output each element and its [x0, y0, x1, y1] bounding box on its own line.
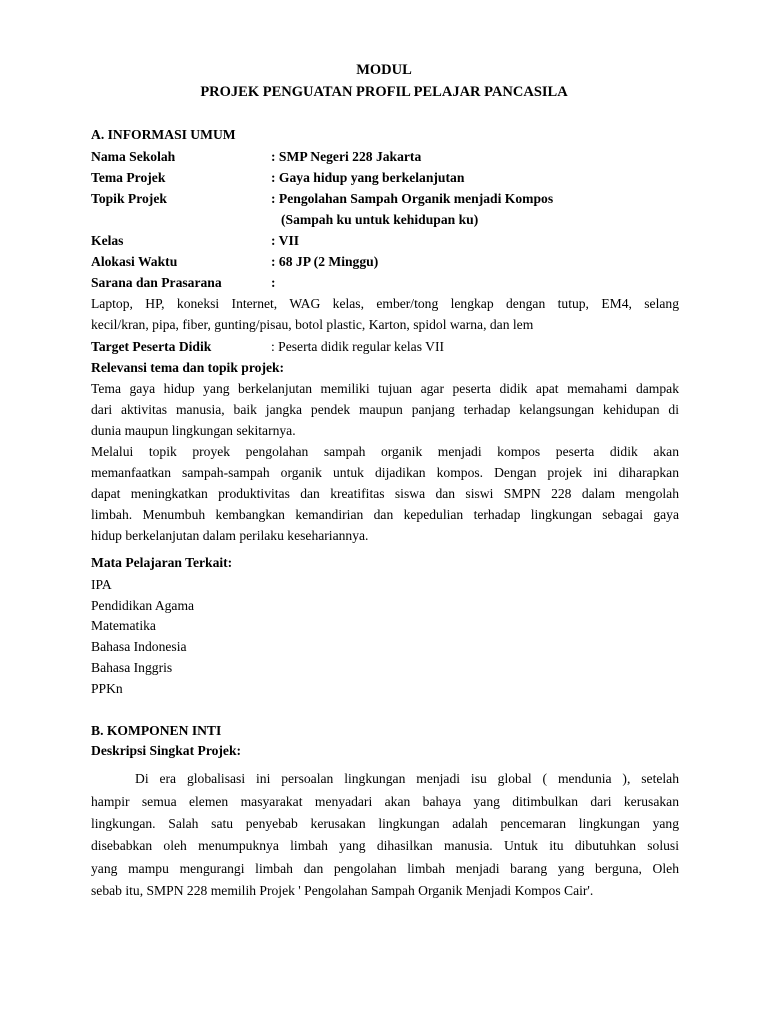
subject-item: Bahasa Indonesia	[91, 639, 187, 654]
relevance-paragraph-line: Melalui topik proyek pengolahan sampah organik menjadi kompos peserta didik akan	[91, 444, 679, 459]
description-paragraph-line: Di era globalisasi ini persoalan lingkungan menjadi isu global ( mendunia ), setelah	[135, 771, 679, 786]
section-a-heading: A. INFORMASI UMUM	[91, 127, 236, 142]
description-heading: Deskripsi Singkat Projek:	[91, 743, 242, 758]
info-label-facilities: Sarana dan Prasarana	[91, 275, 222, 290]
description-paragraph-line: sebab itu, SMPN 228 memilih Projek ' Pengolahan Sampah Organik Menjadi Kompos Cair'.	[91, 883, 594, 898]
document-title: MODUL	[356, 62, 412, 78]
relevance-paragraph-line: limbah. Menumbuh kembangkan kemandirian dan kepedulian terhadap lingkungan sebagai gaya	[91, 507, 679, 522]
document-subtitle: PROJEK PENGUATAN PROFIL PELAJAR PANCASILA	[200, 84, 568, 100]
relevance-paragraph-line: hidup berkelanjutan dalam perilaku kesehariannya.	[91, 528, 369, 543]
subject-item: IPA	[91, 577, 112, 592]
facilities-text-line: kecil/kran, pipa, fiber, gunting/pisau, botol plastic, Karton, spidol warna, dan lem	[91, 317, 534, 332]
info-label-class: Kelas	[91, 233, 124, 248]
target-label: Target Peserta Didik	[91, 339, 212, 354]
subject-item: PPKn	[91, 681, 123, 696]
description-paragraph-line: hampir semua elemen masyarakat menyadari akan bahaya yang ditimbulkan dari kerusakan	[91, 794, 679, 809]
info-value-facilities: :	[271, 275, 276, 290]
info-value-topic-subtitle: (Sampah ku untuk kehidupan ku)	[281, 212, 479, 227]
info-value-topic: : Pengolahan Sampah Organik menjadi Kompos	[271, 191, 554, 206]
subjects-heading: Mata Pelajaran Terkait:	[91, 555, 233, 570]
info-label-time: Alokasi Waktu	[91, 254, 178, 269]
section-b-heading: B. KOMPONEN INTI	[91, 723, 222, 738]
subject-item: Pendidikan Agama	[91, 598, 195, 613]
description-paragraph-line: yang mampu mengurangi limbah dan pengolahan limbah menjadi barang yang berguna, Oleh	[91, 861, 679, 876]
relevance-heading: Relevansi tema dan topik projek:	[91, 360, 285, 375]
relevance-paragraph-line: Tema gaya hidup yang berkelanjutan memiliki tujuan agar peserta didik apat memahami dampak	[91, 381, 679, 396]
info-value-theme: : Gaya hidup yang berkelanjutan	[271, 170, 465, 185]
subject-item: Matematika	[91, 618, 156, 633]
info-label-topic: Topik Projek	[91, 191, 167, 206]
relevance-paragraph-line: dapat meningkatkan produktivitas dan kreatifitas siswa dan siswi SMPN 228 dalam mengolah	[91, 486, 679, 501]
info-label-theme: Tema Projek	[91, 170, 166, 185]
target-value: : Peserta didik regular kelas VII	[271, 339, 445, 354]
description-paragraph-line: lingkungan. Salah satu penyebab kerusakan lingkungan adalah pencemaran lingkungan yang	[91, 816, 679, 831]
info-value-school: : SMP Negeri 228 Jakarta	[271, 149, 422, 164]
relevance-paragraph-line: dari aktivitas manusia, baik jangka pendek maupun panjang terhadap kelangsungan kehidupan di	[91, 402, 679, 417]
info-label-school: Nama Sekolah	[91, 149, 176, 164]
info-value-time: : 68 JP (2 Minggu)	[271, 254, 379, 269]
description-paragraph-line: disebabkan oleh menumpuknya limbah yang dihasilkan manusia. Untuk itu dibutuhkan solusi	[91, 838, 679, 853]
facilities-text-line: Laptop, HP, koneksi Internet, WAG kelas, ember/tong lengkap dengan tutup, EM4, selang	[91, 296, 679, 311]
info-value-class: : VII	[271, 233, 300, 248]
subject-item: Bahasa Inggris	[91, 660, 173, 675]
relevance-paragraph-line: memanfaatkan sampah-sampah organik untuk dijadikan kompos. Dengan projek ini diharapkan	[91, 465, 679, 480]
relevance-paragraph-line: dunia maupun lingkungan sekitarnya.	[91, 423, 296, 438]
